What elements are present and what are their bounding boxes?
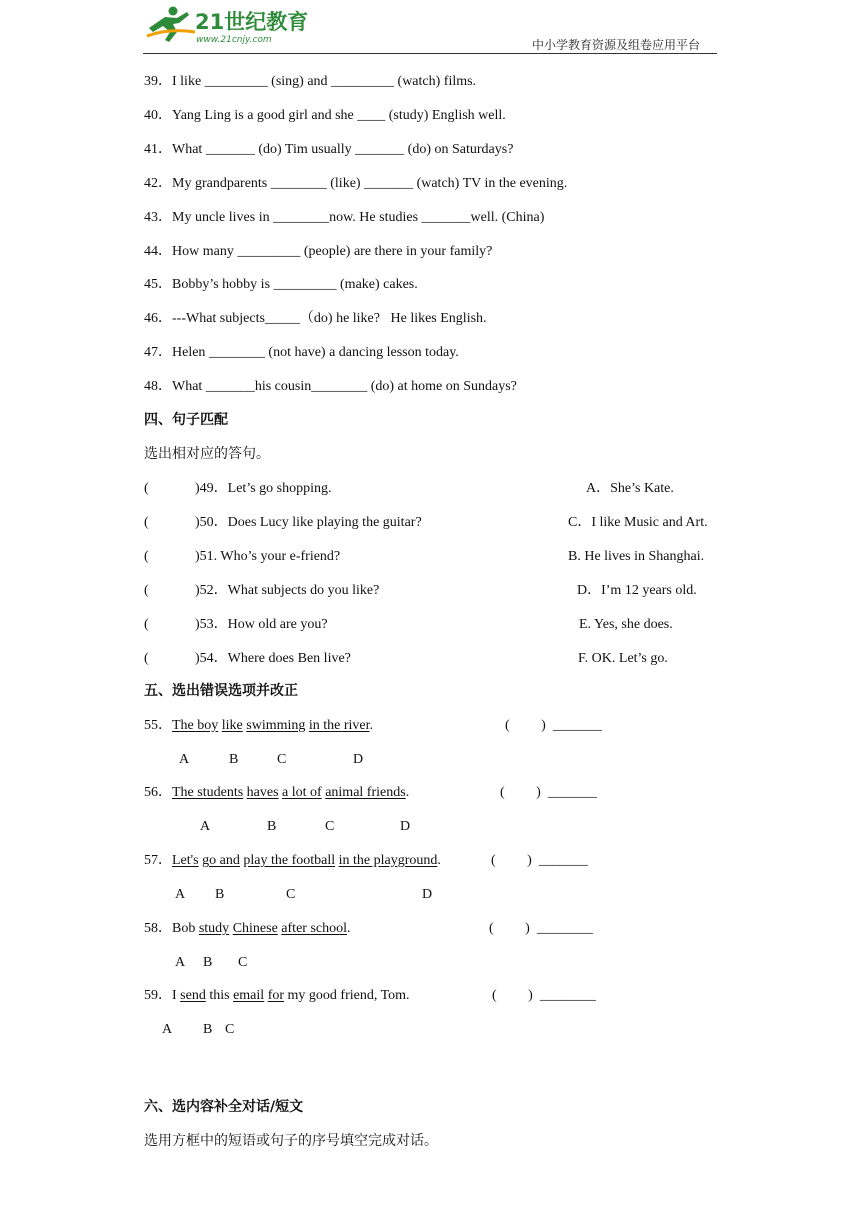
answer-blank-58: ( ) ________ (489, 921, 593, 936)
match-question-53: )53．How old are you? (195, 617, 328, 632)
letter-d-56: D (400, 819, 411, 834)
question-48: 48．What _______his cousin________ (do) at home on Sundays? (144, 379, 517, 394)
letter-c-59: C (225, 1022, 235, 1037)
letter-c-58: C (238, 955, 248, 970)
option-b: Chinese (232, 921, 278, 936)
option-c: for (267, 988, 285, 1003)
section5-title: 五、选出错误选项并改正 (144, 683, 298, 699)
match-answer-c: C．I like Music and Art. (568, 515, 708, 530)
option-c: swimming (246, 718, 306, 733)
option-d: in the playground (338, 853, 438, 868)
site-logo (143, 2, 313, 48)
section6-title: 六、选内容补全对话/短文 (144, 1099, 304, 1115)
match-question-51: )51. Who’s your e-friend? (195, 549, 341, 564)
answer-blank-59: ( ) ________ (492, 988, 596, 1003)
match-paren-52: ( (144, 583, 149, 598)
letter-a-58: A (175, 955, 186, 970)
match-answer-f: F. OK. Let’s go. (578, 651, 668, 666)
letter-a-57: A (175, 887, 186, 902)
option-a: The students (172, 785, 244, 800)
option-b: like (221, 718, 243, 733)
match-answer-d: D．I’m 12 years old. (577, 583, 697, 598)
platform-name: 中小学教育资源及组卷应用平台 (531, 38, 700, 52)
letter-c-57: C (286, 887, 296, 902)
question-44: 44．How many _________ (people) are there in your family? (144, 244, 493, 259)
letter-b-56: B (267, 819, 277, 834)
question-56: 56．The students haves a lot of animal friends. (144, 785, 410, 800)
option-a: The boy (172, 718, 219, 733)
question-39: 39．I like _________ (sing) and _________ (watch) films. (144, 74, 477, 89)
option-d: animal friends (325, 785, 406, 800)
letter-b-55: B (229, 752, 239, 767)
match-paren-54: ( (144, 651, 149, 666)
letter-c-55: C (277, 752, 287, 767)
match-question-54: )54．Where does Ben live? (195, 651, 351, 666)
option-c: a lot of (282, 785, 322, 800)
letter-d-55: D (353, 752, 364, 767)
option-c: play the football (243, 853, 336, 868)
letter-b-58: B (203, 955, 213, 970)
letter-a-55: A (179, 752, 190, 767)
match-question-50: )50．Does Lucy like playing the guitar? (195, 515, 422, 530)
letter-c-56: C (325, 819, 335, 834)
match-question-52: )52．What subjects do you like? (195, 583, 380, 598)
answer-blank-57: ( ) _______ (491, 853, 588, 868)
question-59: 59．I send this email for my good friend, Tom. (144, 988, 410, 1003)
question-43: 43．My uncle lives in ________now. He studies _______well. (China) (144, 210, 545, 225)
letter-a-59: A (162, 1022, 173, 1037)
question-47: 47．Helen ________ (not have) a dancing lesson today. (144, 345, 459, 360)
letter-b-57: B (215, 887, 225, 902)
option-a: Let's (172, 853, 199, 868)
match-paren-49: ( (144, 481, 149, 496)
option-a: study (198, 921, 230, 936)
header-divider (143, 53, 717, 54)
letter-a-56: A (200, 819, 211, 834)
runner-icon (147, 7, 195, 43)
match-paren-50: ( (144, 515, 149, 530)
option-b: go and (202, 853, 240, 868)
logo-url: www.21cnjy.com (196, 35, 272, 45)
answer-blank-55: ( ) _______ (505, 718, 602, 733)
match-answer-a: A．She’s Kate. (586, 481, 674, 496)
question-40: 40．Yang Ling is a good girl and she ____ (study) English well. (144, 108, 506, 123)
match-answer-b: B. He lives in Shanghai. (568, 549, 705, 564)
option-a: send (180, 988, 206, 1003)
section4-title: 四、句子匹配 (144, 412, 228, 428)
letter-d-57: D (422, 887, 433, 902)
question-58: 58．Bob study Chinese after school. (144, 921, 351, 936)
letter-b-59: B (203, 1022, 213, 1037)
logo-main: 21世纪教育 (195, 10, 309, 34)
question-42: 42．My grandparents ________ (like) _______ (watch) TV in the evening. (144, 176, 568, 191)
question-57: 57．Let's go and play the football in the playground. (144, 853, 441, 868)
match-answer-e: E. Yes, she does. (579, 617, 673, 632)
answer-blank-56: ( ) _______ (500, 785, 597, 800)
match-paren-51: ( (144, 549, 149, 564)
match-question-49: )49．Let’s go shopping. (195, 481, 332, 496)
option-b: email (233, 988, 265, 1003)
question-55: 55．The boy like swimming in the river. (144, 718, 374, 733)
section4-instruction: 选出相对应的答句。 (144, 446, 270, 462)
section6-instruction: 选用方框中的短语或句子的序号填空完成对话。 (144, 1133, 438, 1149)
match-paren-53: ( (144, 617, 149, 632)
question-46: 46．---What subjects_____（do) he like? He likes English. (144, 311, 487, 326)
option-c: after school (281, 921, 347, 936)
question-41: 41．What _______ (do) Tim usually _______ (do) on Saturdays? (144, 142, 514, 157)
option-d: in the river (308, 718, 370, 733)
question-45: 45．Bobby’s hobby is _________ (make) cakes. (144, 277, 418, 292)
option-b: haves (246, 785, 279, 800)
